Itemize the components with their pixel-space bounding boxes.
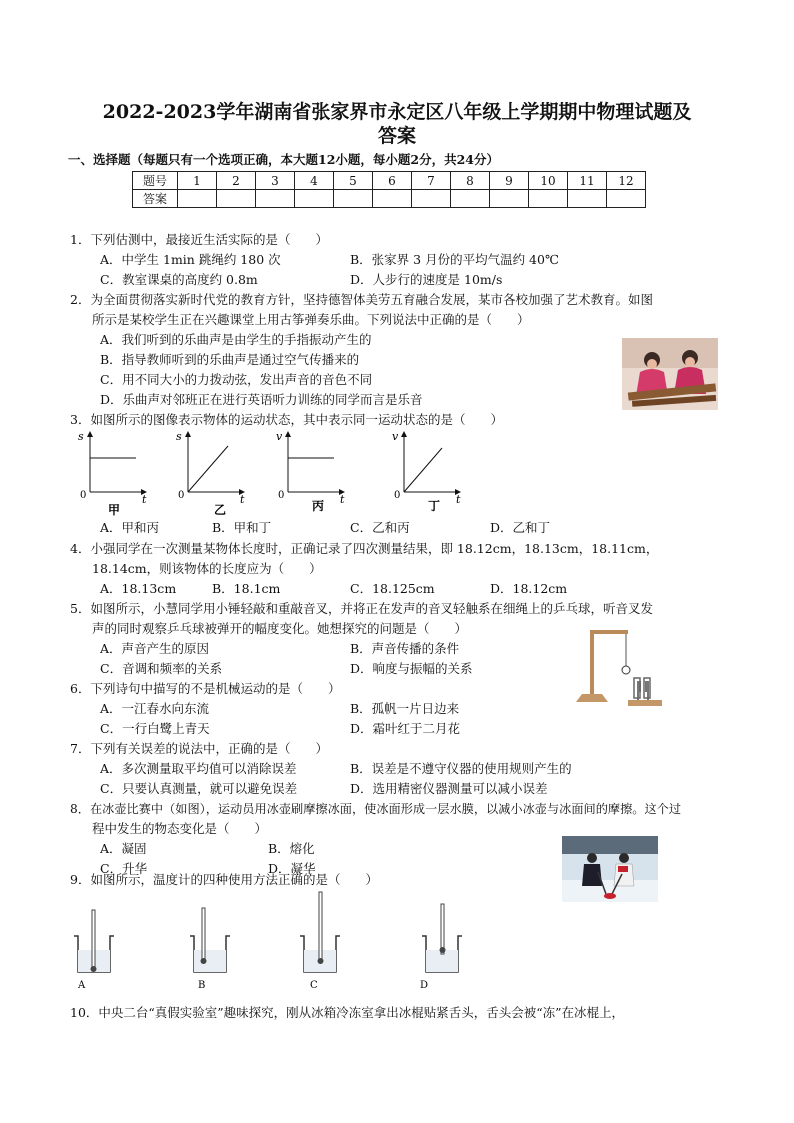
graph-yi-x-label: t: [240, 493, 245, 506]
graph-bing-x-label: t: [340, 493, 345, 506]
section-heading: 一、选择题（每题只有一个选项正确，本大题12小题，每小题2分，共24分）: [68, 152, 499, 167]
question-2-option-c[interactable]: C．用不同大小的力拨动弦，发出声音的音色不同: [100, 372, 373, 387]
tuning-fork-apparatus: [572, 622, 668, 710]
question-3-option-b[interactable]: B．甲和丁: [212, 520, 272, 535]
answer-cell[interactable]: [178, 190, 217, 208]
answer-table-header-row: [133, 172, 646, 190]
thermometer-b-label: B: [198, 980, 206, 991]
question-5-stem: 5．如图所示，小慧同学用小锤轻敲和重敲音叉，并将正在发声的音叉轻触系在细绳上的乒乓球，听音叉发: [70, 601, 653, 616]
question-1-stem: 1．下列估测中，最接近生活实际的是（ ）: [70, 232, 328, 247]
table-number-cell: 7: [412, 172, 451, 190]
question-4-stem-cont: 18.14cm，则该物体的长度应为（ ）: [92, 561, 322, 576]
answer-cell[interactable]: [334, 190, 373, 208]
graph-bing-origin: 0: [278, 490, 285, 501]
question-2-option-a[interactable]: A．我们听到的乐曲声是由学生的手指振动产生的: [100, 332, 372, 347]
question-9-stem: 9．如图所示，温度计的四种使用方法正确的是（ ）: [70, 872, 378, 887]
table-number-cell: 10: [529, 172, 568, 190]
table-number-cell: 6: [373, 172, 412, 190]
question-2-option-d[interactable]: D．乐曲声对邻班正在进行英语听力训练的同学而言是乐音: [100, 392, 423, 407]
graph-yi-y-label: s: [176, 430, 182, 443]
graph-bing-label: 丙: [312, 499, 325, 513]
question-2-stem-cont: 所示是某校学生正在兴趣课堂上用古筝弹奏乐曲。下列说法中正确的是（ ）: [92, 312, 530, 327]
question-3-option-c[interactable]: C．乙和丙: [350, 520, 410, 535]
question-6-option-a[interactable]: A．一江春水向东流: [100, 701, 210, 716]
thermometer-a-label: A: [78, 980, 86, 991]
question-4-option-d[interactable]: D．18.12cm: [490, 581, 568, 596]
table-number-cell: 4: [295, 172, 334, 190]
question-5-option-d[interactable]: D．响度与振幅的关系: [350, 661, 473, 676]
motion-graphs: [70, 428, 470, 520]
question-6-option-c[interactable]: C．一行白鹭上青天: [100, 721, 210, 736]
thermometer-c-label: C: [310, 980, 318, 991]
question-1-option-b[interactable]: B．张家界 3 月份的平均气温约 40℃: [350, 252, 559, 267]
question-5-option-a[interactable]: A．声音产生的原因: [100, 641, 210, 656]
table-number-cell: 9: [490, 172, 529, 190]
curling-photo: [562, 836, 658, 902]
graph-jia-origin: 0: [80, 490, 87, 501]
question-6-option-b[interactable]: B．孤帆一片日边来: [350, 701, 460, 716]
graph-bing: [276, 430, 345, 513]
question-4-option-c[interactable]: C．18.125cm: [350, 581, 435, 596]
question-2-option-b[interactable]: B．指导教师听到的乐曲声是通过空气传播来的: [100, 352, 360, 367]
answer-cell[interactable]: [607, 190, 646, 208]
question-5-option-c[interactable]: C．音调和频率的关系: [100, 661, 223, 676]
answer-cell[interactable]: [256, 190, 295, 208]
question-1-option-a[interactable]: A．中学生 1min 跳绳约 180 次: [100, 252, 281, 267]
graph-yi-label: 乙: [214, 503, 227, 517]
guzheng-photo: [622, 338, 718, 410]
question-8-stem-cont: 程中发生的物态变化是（ ）: [92, 821, 268, 836]
answer-cell[interactable]: [490, 190, 529, 208]
table-number-cell: 8: [451, 172, 490, 190]
answer-cell[interactable]: [568, 190, 607, 208]
table-number-cell: 11: [568, 172, 607, 190]
question-8-option-d[interactable]: D．凝华: [268, 861, 316, 876]
graph-jia: [78, 430, 147, 517]
graph-ding-y-label: v: [392, 430, 399, 443]
question-8-option-b[interactable]: B．熔化: [268, 841, 315, 856]
question-3-stem: 3．如图所示的图像表示物体的运动状态，其中表示同一运动状态的是（ ）: [70, 412, 503, 427]
question-5-option-b[interactable]: B．声音传播的条件: [350, 641, 460, 656]
table-number-cell: 1: [178, 172, 217, 190]
answer-cell[interactable]: [295, 190, 334, 208]
thermometer-figures: [68, 888, 488, 992]
thermometer-b: [190, 908, 230, 991]
answer-cell[interactable]: [373, 190, 412, 208]
graph-bing-y-label: v: [276, 430, 283, 443]
question-8-option-c[interactable]: C．升华: [100, 861, 148, 876]
page-title: [60, 100, 734, 148]
question-10-stem: 10．中央二台“真假实验室”趣味探究，刚从冰箱冷冻室拿出冰棍贴紧舌头，舌头会被“冻”在冰棍上，: [70, 1005, 624, 1020]
graph-jia-label: 甲: [108, 503, 121, 517]
graph-ding: [392, 430, 461, 513]
answer-cell[interactable]: [529, 190, 568, 208]
table-number-cell: 3: [256, 172, 295, 190]
table-number-cell: 12: [607, 172, 646, 190]
table-answer-label: 答案: [133, 190, 178, 208]
graph-yi: [176, 430, 245, 517]
question-7-option-b[interactable]: B．误差是不遵守仪器的使用规则产生的: [350, 761, 572, 776]
thermometer-c: [300, 892, 340, 991]
question-4-option-b[interactable]: B．18.1cm: [212, 581, 281, 596]
question-7-option-a[interactable]: A．多次测量取平均值可以消除误差: [100, 761, 297, 776]
title-line-2: 答案: [377, 125, 416, 147]
graph-ding-origin: 0: [394, 490, 401, 501]
question-7-option-c[interactable]: C．只要认真测量，就可以避免误差: [100, 781, 298, 796]
answer-cell[interactable]: [451, 190, 490, 208]
question-8-stem: 8．在冰壶比赛中（如图），运动员用冰壶刷摩擦冰面，使冰面形成一层水膜，以减小冰壶与冰面间的摩擦。这个过: [70, 802, 682, 816]
question-7-option-d[interactable]: D．选用精密仪器测量可以减小误差: [350, 781, 548, 796]
graph-ding-label: 丁: [428, 499, 441, 513]
question-7-stem: 7．下列有关误差的说法中，正确的是（ ）: [70, 741, 328, 756]
answer-table-answer-row: [133, 190, 646, 208]
question-2-stem: 2．为全面贯彻落实新时代党的教育方针，坚持德智体美劳五育融合发展，某市各校加强了艺术教育。如图: [70, 292, 653, 307]
question-4-option-a[interactable]: A．18.13cm: [100, 581, 177, 596]
answer-table: [132, 171, 646, 208]
graph-yi-origin: 0: [178, 490, 185, 501]
table-header-label: 题号: [133, 172, 178, 190]
question-5-stem-cont: 声的同时观察乒乓球被弹开的幅度变化。她想探究的问题是（ ）: [92, 621, 468, 636]
thermometer-d-label: D: [420, 980, 429, 991]
graph-jia-y-label: s: [78, 430, 84, 443]
question-1-option-c[interactable]: C．教室课桌的高度约 0.8m: [100, 272, 258, 287]
thermometer-a: [74, 910, 114, 991]
graph-ding-x-label: t: [456, 493, 461, 506]
title-line-1: 2022-2023学年湖南省张家界市永定区八年级上学期期中物理试题及: [102, 101, 692, 123]
question-4-stem: 4．小强同学在一次测量某物体长度时，正确记录了四次测量结果，即 18.12cm，18.13cm，18.11cm，: [70, 541, 659, 556]
answer-cell[interactable]: [412, 190, 451, 208]
answer-cell[interactable]: [217, 190, 256, 208]
table-number-cell: 5: [334, 172, 373, 190]
question-8-option-a[interactable]: A．凝固: [100, 841, 147, 856]
question-3-option-a[interactable]: A．甲和丙: [100, 520, 160, 535]
question-3-option-d[interactable]: D．乙和丁: [490, 520, 551, 535]
question-6-option-d[interactable]: D．霜叶红于二月花: [350, 721, 461, 736]
table-number-cell: 2: [217, 172, 256, 190]
question-6-stem: 6．下列诗句中描写的不是机械运动的是（ ）: [70, 681, 341, 696]
graph-jia-x-label: t: [142, 493, 147, 506]
thermometer-d: [420, 904, 462, 991]
question-1-option-d[interactable]: D．人步行的速度是 10m/s: [350, 272, 503, 287]
